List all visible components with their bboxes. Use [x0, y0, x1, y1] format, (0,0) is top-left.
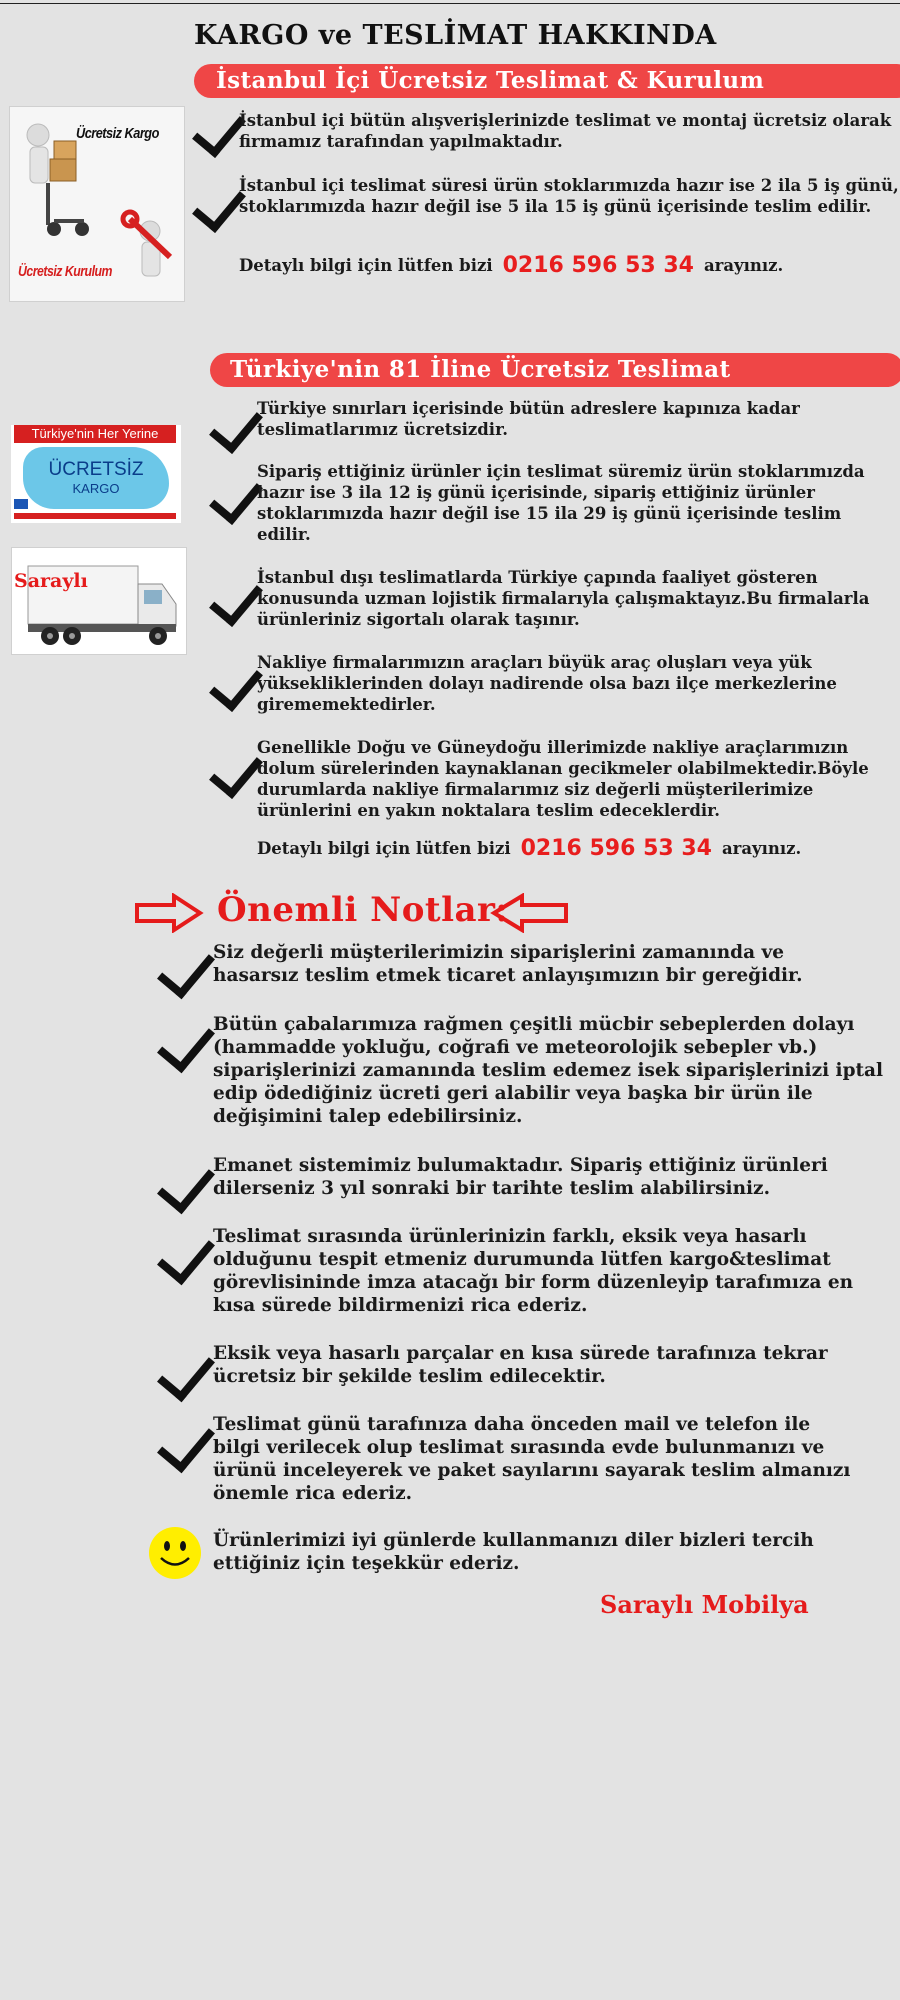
- list-item-text: Nakliye firmalarımızın araçları büyük araç oluşları veya yük yüksekliklerinden dolayı nadirende olsa bazı ilçe merkezlerine girememektedirler.: [257, 653, 837, 714]
- contact-suffix: arayınız.: [703, 256, 784, 275]
- arrow-right-icon: [134, 893, 204, 933]
- free-cargo-image: [9, 106, 185, 302]
- page-title: KARGO ve TESLİMAT HAKKINDA: [194, 20, 717, 51]
- badge-top-label: Türkiye'nin Her Yerine: [14, 425, 176, 443]
- note-text: Siz değerli müşterilerimizin siparişlerini zamanında ve hasarsız teslim etmek ticaret anlayışımızın bir gereğidir.: [213, 942, 803, 986]
- istanbul-banner: İstanbul İçi Ücretsiz Teslimat & Kurulum: [194, 64, 900, 98]
- check-icon: [209, 571, 263, 627]
- free-cargo-label: Ücretsiz Kargo: [76, 125, 159, 142]
- smiley-icon: [147, 1525, 203, 1581]
- note-text: Bütün çabalarımıza rağmen çeşitli mücbir sebeplerden dolayı (hammadde yokluğu, coğrafi ve meteorolojik sebepler vb.) siparişlerinizi zamanında teslim edemez isek siparişlerinizi iptal edip ödediğiniz ücreti geri alabilir veya başka bir ürün ile değişimini talep edebilirsiniz.: [213, 1014, 884, 1127]
- check-icon: [157, 1154, 215, 1214]
- note-text: Teslimat sırasında ürünlerinizin farklı, eksik veya hasarlı olduğunu tespit etmeniz durumunda lütfen kargo&teslimat görevlisininde imza atacağı bir form düzenleyip tarafımıza en kısa sürede bildirmenizi rica ederiz.: [213, 1226, 854, 1316]
- list-item-text: İstanbul içi teslimat süresi ürün stoklarımızda hazır ise 2 ila 5 iş günü, stoklarımızda hazır değil ise 5 ila 15 iş günü içerisinde teslim edilir.: [239, 176, 899, 216]
- top-divider: [0, 3, 900, 4]
- check-icon: [209, 469, 263, 525]
- check-icon: [209, 398, 263, 454]
- small-truck-icon: [14, 499, 28, 509]
- check-icon: [209, 656, 263, 712]
- list-item-text: Genellikle Doğu ve Güneydoğu illerimizde nakliye araçlarımızın dolum sürelerinden kaynaklanan gecikmeler olabilmektedir.Böyle durumlarda nakliye firmalarımız siz değerli müşterilerimize ürünlerini en yakın noktalara teslim edeceklerdir.: [257, 738, 869, 820]
- truck-icon: [12, 548, 186, 654]
- turkey-banner: Türkiye'nin 81 İline Ücretsiz Teslimat: [210, 353, 900, 387]
- free-install-label: Ücretsiz Kurulum: [18, 263, 112, 280]
- note-text: Teslimat günü tarafınıza daha önceden mail ve telefon ile bilgi verilecek olup teslimat sırasında evde bulunmanızı ve ürünü inceleyerek ve paket sayılarını sayarak teslim almanızı önemle rica ederiz.: [213, 1414, 851, 1504]
- contact-prefix: Detaylı bilgi için lütfen bizi: [239, 256, 493, 275]
- note-text: Eksik veya hasarlı parçalar en kısa sürede tarafınıza tekrar ücretsiz bir şekilde teslim edilecektir.: [213, 1343, 828, 1387]
- check-icon: [157, 1225, 215, 1285]
- closing-text: Ürünlerimizi iyi günlerde kullanmanızı diler bizleri tercih ettiğiniz için teşekkür ederiz.: [213, 1530, 814, 1574]
- notes-title: Önemli Notlar:: [217, 890, 509, 930]
- check-icon: [192, 177, 246, 233]
- check-icon: [209, 743, 263, 799]
- list-item-text: Türkiye sınırları içerisinde bütün adreslere kapınıza kadar teslimatlarımız ücretsizdir.: [257, 399, 800, 439]
- badge-main-label: ÜCRETSİZ: [48, 459, 144, 480]
- truck-brand-label: Saraylı: [14, 570, 88, 592]
- contact-line: [257, 838, 897, 859]
- contact-prefix: Detaylı bilgi için lütfen bizi: [257, 839, 511, 858]
- badge-bottom-stripe: [14, 513, 176, 519]
- check-icon: [157, 939, 215, 999]
- phone-link[interactable]: 0216 596 53 34: [502, 253, 694, 278]
- arrow-left-icon: [490, 893, 570, 933]
- free-shipping-badge: [11, 425, 181, 523]
- signature: Saraylı Mobilya: [600, 1590, 809, 1619]
- check-icon: [157, 1413, 215, 1473]
- contact-suffix: arayınız.: [721, 839, 802, 858]
- phone-link[interactable]: 0216 596 53 34: [520, 836, 712, 861]
- check-icon: [192, 102, 246, 158]
- list-item-text: İstanbul içi bütün alışverişlerinizde teslimat ve montaj ücretsiz olarak firmamız tarafından yapılmaktadır.: [239, 111, 892, 151]
- list-item-text: İstanbul dışı teslimatlarda Türkiye çapında faaliyet gösteren konusunda uzman lojistik firmalarıyla çalışmaktayız.Bu firmalarla ürünleriniz sigortalı olarak taşınır.: [257, 568, 870, 629]
- list-item-text: Sipariş ettiğiniz ürünler için teslimat süremiz ürün stoklarımızda hazır ise 3 ila 12 iş günü içerisinde, sipariş ettiğiniz ürünler stoklarımızda hazır değil ise 15 ila 29 iş günü içerisinde teslim edilir.: [257, 462, 865, 544]
- badge-sub-label: KARGO: [72, 481, 120, 496]
- check-icon: [157, 1013, 215, 1073]
- truck-image: [11, 547, 187, 655]
- check-icon: [157, 1342, 215, 1402]
- contact-line: [239, 255, 899, 276]
- note-text: Emanet sistemimiz bulumaktadır. Sipariş ettiğiniz ürünleri dilerseniz 3 yıl sonraki bir tarihte teslim alabilirsiniz.: [213, 1155, 828, 1199]
